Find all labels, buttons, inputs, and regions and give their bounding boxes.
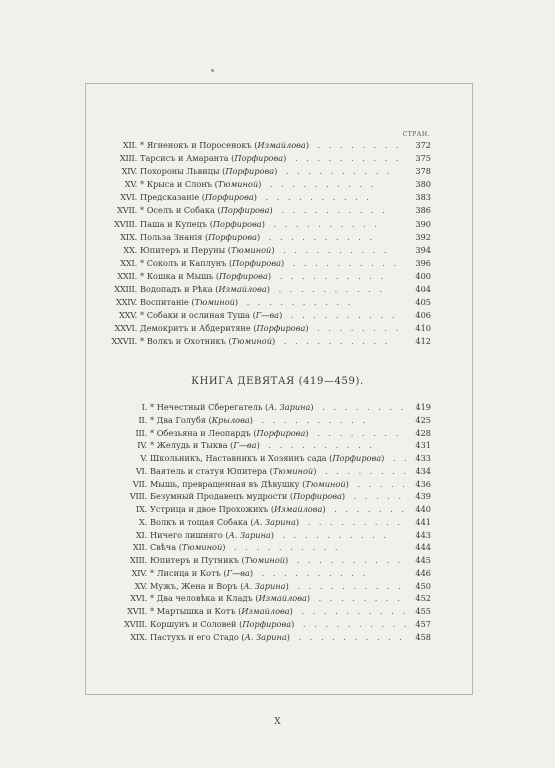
entry-title: Водопадъ и Рѣка <box>140 284 213 295</box>
toc-entry: XXVI. Демокритъ и Абдеритяне (Порфирова) . . . . . . . . 410 <box>100 322 431 335</box>
entry-title: Паша и Купецъ <box>140 218 208 229</box>
entry-roman-number: XVII. <box>117 205 137 216</box>
leader-dots: . . . . . <box>348 491 405 502</box>
leader-dots: . . . . . . . . . . <box>291 555 404 565</box>
entry-translator: Тюминой <box>272 465 314 476</box>
entry-title: * Два человѣка и Кладъ <box>150 593 253 604</box>
entry-roman-number: XV. <box>124 179 137 190</box>
entry-roman-number: XXI. <box>120 257 137 268</box>
entry-page-number: 410 <box>415 323 431 334</box>
leader-dots: . . . . . . . . . . <box>228 542 341 553</box>
entry-roman-number: XX. <box>123 244 137 255</box>
entry-roman-number: XIX. <box>130 631 147 642</box>
entry-title: * Нечестный Сберегатель <box>150 402 263 412</box>
toc-entry: V. Школьникъ, Наставникъ и Хозяинъ сада (Порфирова) . . 433 <box>100 452 431 465</box>
leader-dots: . . . . . . . . . <box>302 516 403 527</box>
leader-dots: . . . . . . . . <box>311 427 402 438</box>
entry-translator: Порфирова <box>220 205 270 216</box>
entry-roman-number: VI. <box>135 465 147 476</box>
toc-entry: XI. Ничего лишняго (А. Зарина) . . . . . . . . . . 443 <box>100 529 431 542</box>
toc-entry: XVIII. Паша и Купецъ (Порфирова) . . . . . . . . . . 390 <box>100 218 431 231</box>
leader-dots: . . . . . . . . . . <box>274 270 387 281</box>
entry-page-number: 431 <box>415 440 431 451</box>
entry-roman-number: IX. <box>135 504 147 514</box>
entry-page-number: 425 <box>415 414 431 425</box>
toc-entry: IV. * Желудь и Тыква (Г—ва) . . . . . . . . . . 431 <box>100 439 431 452</box>
leader-dots: . . . . . . . . . . <box>280 166 393 177</box>
entry-translator: Тюминой <box>231 244 272 255</box>
entry-page-number: 405 <box>415 297 431 308</box>
entry-page-number: 440 <box>415 504 431 514</box>
ink-speck <box>211 69 214 72</box>
entry-translator: Порфирова <box>232 257 281 268</box>
entry-translator: Порфирова <box>256 427 306 438</box>
leader-dots: . . . . . . . . . . <box>277 244 390 255</box>
entry-page-number: 445 <box>415 555 431 565</box>
leader-dots: . . . . . . . . . . <box>295 606 408 616</box>
entry-translator: Крылова <box>211 414 250 425</box>
leader-dots: . . . . . . . . <box>316 402 407 412</box>
entry-translator: А. Зарина <box>268 402 311 412</box>
entry-translator: Тюминой <box>194 297 235 308</box>
toc-entry: II. * Два Голубя (Крылова) . . . . . . . . . . 425 <box>100 414 431 427</box>
entry-translator: Порфирова <box>234 153 284 164</box>
toc-entry: XIV. * Лисица и Котъ (Г—ва) . . . . . . . . . . 446 <box>100 567 431 580</box>
leader-dots: . . . . . . . . . . <box>285 310 398 321</box>
entry-roman-number: XXVII. <box>111 336 137 347</box>
entry-page-number: 450 <box>415 580 431 591</box>
toc-entry: VI. Ваятель и статуя Юпитера (Тюминой) . . . . . . . . 434 <box>100 465 431 478</box>
entry-roman-number: VII. <box>132 478 147 489</box>
toc-entry: XVIII. Коршунъ и Соловей (Порфирова) . . . . . . . . . . 457 <box>100 618 431 631</box>
toc-entry: XXII. * Кошка и Мышь (Порфирова) . . . . . . . . . . 400 <box>100 270 431 283</box>
entry-roman-number: XVIII. <box>124 618 147 629</box>
entry-page-number: 452 <box>415 593 431 604</box>
toc-entry: X. Волкъ и тощая Собака (А. Зарина) . . . . . . . . . 441 <box>100 516 431 529</box>
entry-page-number: 433 <box>415 453 431 463</box>
leader-dots: . . <box>387 453 410 463</box>
entry-title: Предсказаніе <box>140 192 200 203</box>
entry-title: Ничего лишняго <box>150 529 223 540</box>
entry-page-number: 412 <box>415 336 431 347</box>
entry-title: Школьникъ, Наставникъ и Хозяинъ сада <box>150 453 327 463</box>
entry-translator: Порфирова <box>332 453 382 463</box>
entry-title: * Соколъ и Каплунъ <box>140 257 227 268</box>
entry-title: Тарсисъ и Амаранта <box>140 153 229 164</box>
toc-entry: XII. Свѣча (Тюминой) . . . . . . . . . . 444 <box>100 541 431 554</box>
entry-title: Польза Знанія <box>140 231 203 242</box>
entry-translator: Порфирова <box>293 491 342 502</box>
entry-roman-number: VIII. <box>129 491 147 502</box>
entry-title: Мужъ, Жена и Воръ <box>150 580 238 591</box>
toc-list-book9 <box>100 401 431 643</box>
entry-translator: А. Зарина <box>228 529 271 540</box>
toc-entry: XXV. * Собаки и ослиная Туша (Г—ва) . . . . . . . . . . 406 <box>100 309 431 322</box>
entry-title: Волкъ и тощая Собака <box>150 516 248 527</box>
entry-roman-number: XIII. <box>119 153 137 164</box>
toc-entry: XIII. Тарсисъ и Амаранта (Порфирова) . . . . . . . . . . 375 <box>100 152 431 165</box>
entry-title: Похороны Львицы <box>140 166 220 177</box>
toc-list-book8 <box>100 139 431 349</box>
entry-translator: Г—ва <box>226 567 250 578</box>
entry-page-number: 380 <box>415 179 431 190</box>
leader-dots: . . . . . . . <box>328 504 408 514</box>
toc-entry: XVII. * Оселъ и Собака (Порфирова) . . . . . . . . . . 386 <box>100 204 431 217</box>
leader-dots: . . . . . . . . . . <box>263 231 376 242</box>
toc-entry: XXVII. * Волкъ и Охотникъ (Тюминой) . . . . . . . . . . 412 <box>100 335 431 348</box>
entry-roman-number: XVI. <box>130 593 147 604</box>
entry-translator: Порфирова <box>212 218 262 229</box>
entry-roman-number: XXIII. <box>114 284 137 295</box>
leader-dots: . . . . . . . . . . <box>259 192 372 203</box>
entry-translator: А. Зарина <box>243 580 286 591</box>
entry-roman-number: XI. <box>135 529 147 540</box>
entry-roman-number: I. <box>141 402 147 412</box>
entry-page-number: 390 <box>415 218 431 229</box>
entry-page-number: 406 <box>415 310 431 321</box>
toc-entry: XVI. * Два человѣка и Кладъ (Измайлова) . . . . . . . . 452 <box>100 592 431 605</box>
toc-entry: XX. Юпитеръ и Перуны (Тюминой) . . . . . . . . . . 394 <box>100 244 431 257</box>
entry-translator: Тюминой <box>217 179 259 190</box>
leader-dots: . . . . . . . . . . <box>255 414 369 425</box>
entry-translator: Г—ва <box>233 440 257 451</box>
entry-page-number: 400 <box>415 270 431 281</box>
entry-title: * Ягненокъ и Поросенокъ <box>140 140 252 150</box>
entry-title: * Оселъ и Собака <box>140 205 215 216</box>
entry-title: * Желудь и Тыква <box>150 440 228 451</box>
toc-entry: VII. Мышь, превращенная въ Дѣвушку (Тюминой) . . . . . 436 <box>100 478 431 491</box>
entry-page-number: 404 <box>415 284 431 295</box>
entry-title: Безумный Продавецъ мудрости <box>150 491 288 502</box>
entry-page-number: 372 <box>415 140 431 150</box>
toc-entry: XV. * Крыса и Слонъ (Тюминой) . . . . . . . . . . 380 <box>100 178 431 191</box>
leader-dots: . . . . . . . . . . <box>297 618 410 629</box>
toc-entry: XXIII. Водопадъ и Рѣка (Измайлова) . . . . . . . . . . 404 <box>100 283 431 296</box>
entry-page-number: 419 <box>415 402 431 412</box>
entry-roman-number: XVI. <box>120 192 137 203</box>
toc-entry: XVII. * Мартышка и Котъ (Измайлова) . . . . . . . . . . 455 <box>100 605 431 618</box>
toc-entry: XIII. Юпитеръ и Путникъ (Тюминой) . . . . . . . . . . 445 <box>100 554 431 567</box>
leader-dots: . . . . . . . . . . <box>256 567 369 578</box>
entry-translator: Измайлова <box>258 593 307 604</box>
entry-translator: Порфирова <box>204 192 254 203</box>
entry-roman-number: V. <box>140 453 147 463</box>
entry-title: Юпитеръ и Путникъ <box>150 555 239 565</box>
entry-translator: Порфирова <box>219 270 268 281</box>
entry-page-number: 383 <box>415 192 431 203</box>
entry-translator: А. Зарина <box>253 516 296 527</box>
entry-page-number: 439 <box>415 491 431 502</box>
entry-translator: Порфирова <box>208 231 257 242</box>
entry-page-number: 375 <box>415 153 431 164</box>
leader-dots: . . . . . . . . . . <box>276 529 390 540</box>
entry-roman-number: XV. <box>134 580 147 591</box>
leader-dots: . . . . . . . . . . <box>289 153 402 164</box>
entry-title: Коршунъ и Соловей <box>150 618 237 629</box>
leader-dots: . . . . . . . . . . <box>262 440 375 451</box>
entry-roman-number: XXIV. <box>116 297 137 308</box>
entry-page-number: 441 <box>415 516 431 527</box>
entry-roman-number: XIV. <box>121 166 137 177</box>
entry-translator: Порфирова <box>225 166 275 177</box>
entry-roman-number: XIV. <box>131 567 147 578</box>
leader-dots: . . . . . . . . . . <box>272 284 386 295</box>
entry-page-number: 446 <box>415 567 431 578</box>
entry-roman-number: XIX. <box>120 231 137 242</box>
entry-translator: Тюминой <box>181 542 223 553</box>
leader-dots: . . . . . . . . <box>319 465 410 476</box>
entry-roman-number: IV. <box>137 440 147 451</box>
entry-translator: Измайлова <box>241 606 290 616</box>
entry-translator: Измайлова <box>257 140 306 150</box>
entry-roman-number: XVII. <box>127 606 147 616</box>
toc-entry: III. * Обезьяна и Леопардъ (Порфирова) . . . . . . . . 428 <box>100 427 431 440</box>
entry-title: * Мартышка и Котъ <box>150 606 236 616</box>
entry-translator: А. Зарина <box>244 631 287 642</box>
entry-page-number: 444 <box>415 542 431 553</box>
leader-dots: . . . . . . . . <box>313 593 403 604</box>
entry-title: Устрица и двое Прохожихъ <box>150 504 269 514</box>
entry-page-number: 457 <box>415 618 431 629</box>
entry-title: Пастухъ и его Стадо <box>150 631 239 642</box>
entry-title: * Обезьяна и Леопардъ <box>150 427 251 438</box>
entry-title: Ваятель и статуя Юпитера <box>150 465 268 476</box>
leader-dots: . . . . . . . . . . <box>267 218 380 229</box>
entry-page-number: 458 <box>415 631 431 642</box>
leader-dots: . . . . . . . . <box>311 323 402 334</box>
toc-entry: XIX. Польза Знанія (Порфирова) . . . . . . . . . . 392 <box>100 231 431 244</box>
entry-title: * Кошка и Мышь <box>140 270 214 281</box>
leader-dots: . . . . . . . . . . <box>287 257 400 268</box>
entry-title: * Крыса и Слонъ <box>140 179 212 190</box>
entry-translator: Г—ва <box>255 310 280 321</box>
page-column-header: СТРАН. <box>402 131 430 138</box>
entry-page-number: 436 <box>415 478 431 489</box>
leader-dots: . . . . . . . . . . <box>291 580 404 591</box>
toc-entry: XII. * Ягненокъ и Поросенокъ (Измайлова) . . . . . . . . 372 <box>100 139 431 152</box>
entry-translator: Измайлова <box>274 504 323 514</box>
entry-title: * Лисица и Котъ <box>150 567 221 578</box>
entry-translator: Измайлова <box>218 284 267 295</box>
entry-roman-number: XXII. <box>117 270 137 281</box>
entry-roman-number: XII. <box>132 542 147 553</box>
entry-page-number: 396 <box>415 257 431 268</box>
entry-title: * Два Голубя <box>150 414 206 425</box>
entry-translator: Порфирова <box>242 618 292 629</box>
entry-page-number: 378 <box>415 166 431 177</box>
toc-entry: IX. Устрица и двое Прохожихъ (Измайлова) . . . . . . . 440 <box>100 503 431 516</box>
leader-dots: . . . . . <box>351 478 408 489</box>
entry-page-number: 386 <box>415 205 431 216</box>
entry-translator: Тюминой <box>305 478 346 489</box>
entry-title: Юпитеръ и Перуны <box>140 244 226 255</box>
toc-entry: XXIV. Воспитаніе (Тюминой) . . . . . . . . . . 405 <box>100 296 431 309</box>
toc-entry: XIX. Пастухъ и его Стадо (А. Зарина) . . . . . . . . . . 458 <box>100 631 431 644</box>
entry-roman-number: III. <box>135 427 147 438</box>
toc-entry: XIV. Похороны Львицы (Порфирова) . . . . . . . . . . 378 <box>100 165 431 178</box>
toc-entry: XXI. * Соколъ и Каплунъ (Порфирова) . . . . . . . . . . 396 <box>100 257 431 270</box>
entry-roman-number: XIII. <box>129 555 147 565</box>
entry-page-number: 428 <box>415 427 431 438</box>
entry-title: Свѣча <box>150 542 177 553</box>
entry-title: * Волкъ и Охотникъ <box>140 336 226 347</box>
entry-roman-number: XXV. <box>119 310 137 321</box>
toc-entry: I. * Нечестный Сберегатель (А. Зарина) . . . . . . . . 419 <box>100 401 431 414</box>
toc-entry: XVI. Предсказаніе (Порфирова) . . . . . . . . . . 383 <box>100 191 431 204</box>
entry-page-number: 434 <box>415 465 431 476</box>
page-number: X <box>274 717 281 727</box>
entry-page-number: 455 <box>415 606 431 616</box>
entry-translator: Порфирова <box>256 323 306 334</box>
entry-roman-number: XXVI. <box>114 323 137 334</box>
entry-roman-number: X. <box>138 516 147 527</box>
entry-title: Мышь, превращенная въ Дѣвушку <box>150 478 300 489</box>
entry-roman-number: XII. <box>122 140 137 150</box>
leader-dots: . . . . . . . . . . <box>278 336 391 347</box>
leader-dots: . . . . . . . . . . <box>264 179 377 190</box>
entry-title: * Собаки и ослиная Туша <box>140 310 250 321</box>
entry-page-number: 394 <box>415 244 431 255</box>
entry-roman-number: XVIII. <box>114 218 137 229</box>
leader-dots: . . . . . . . . <box>312 140 402 150</box>
toc-entry: XV. Мужъ, Жена и Воръ (А. Зарина) . . . . . . . . . . 450 <box>100 580 431 593</box>
entry-roman-number: II. <box>138 414 147 425</box>
entry-page-number: 392 <box>415 231 431 242</box>
leader-dots: . . . . . . . . . . <box>275 205 388 216</box>
toc-entry: VIII. Безумный Продавецъ мудрости (Порфирова) . . . . . 439 <box>100 490 431 503</box>
entry-page-number: 443 <box>415 529 431 540</box>
leader-dots: . . . . . . . . . . <box>292 631 406 642</box>
section-heading-book9: КНИГА ДЕВЯТАЯ (419—459). <box>191 376 364 387</box>
leader-dots: . . . . . . . . . . <box>241 297 354 308</box>
entry-translator: Тюминой <box>231 336 272 347</box>
entry-title: Воспитаніе <box>140 297 189 308</box>
entry-title: Демокритъ и Абдеритяне <box>140 323 251 334</box>
entry-translator: Тюминой <box>244 555 286 565</box>
